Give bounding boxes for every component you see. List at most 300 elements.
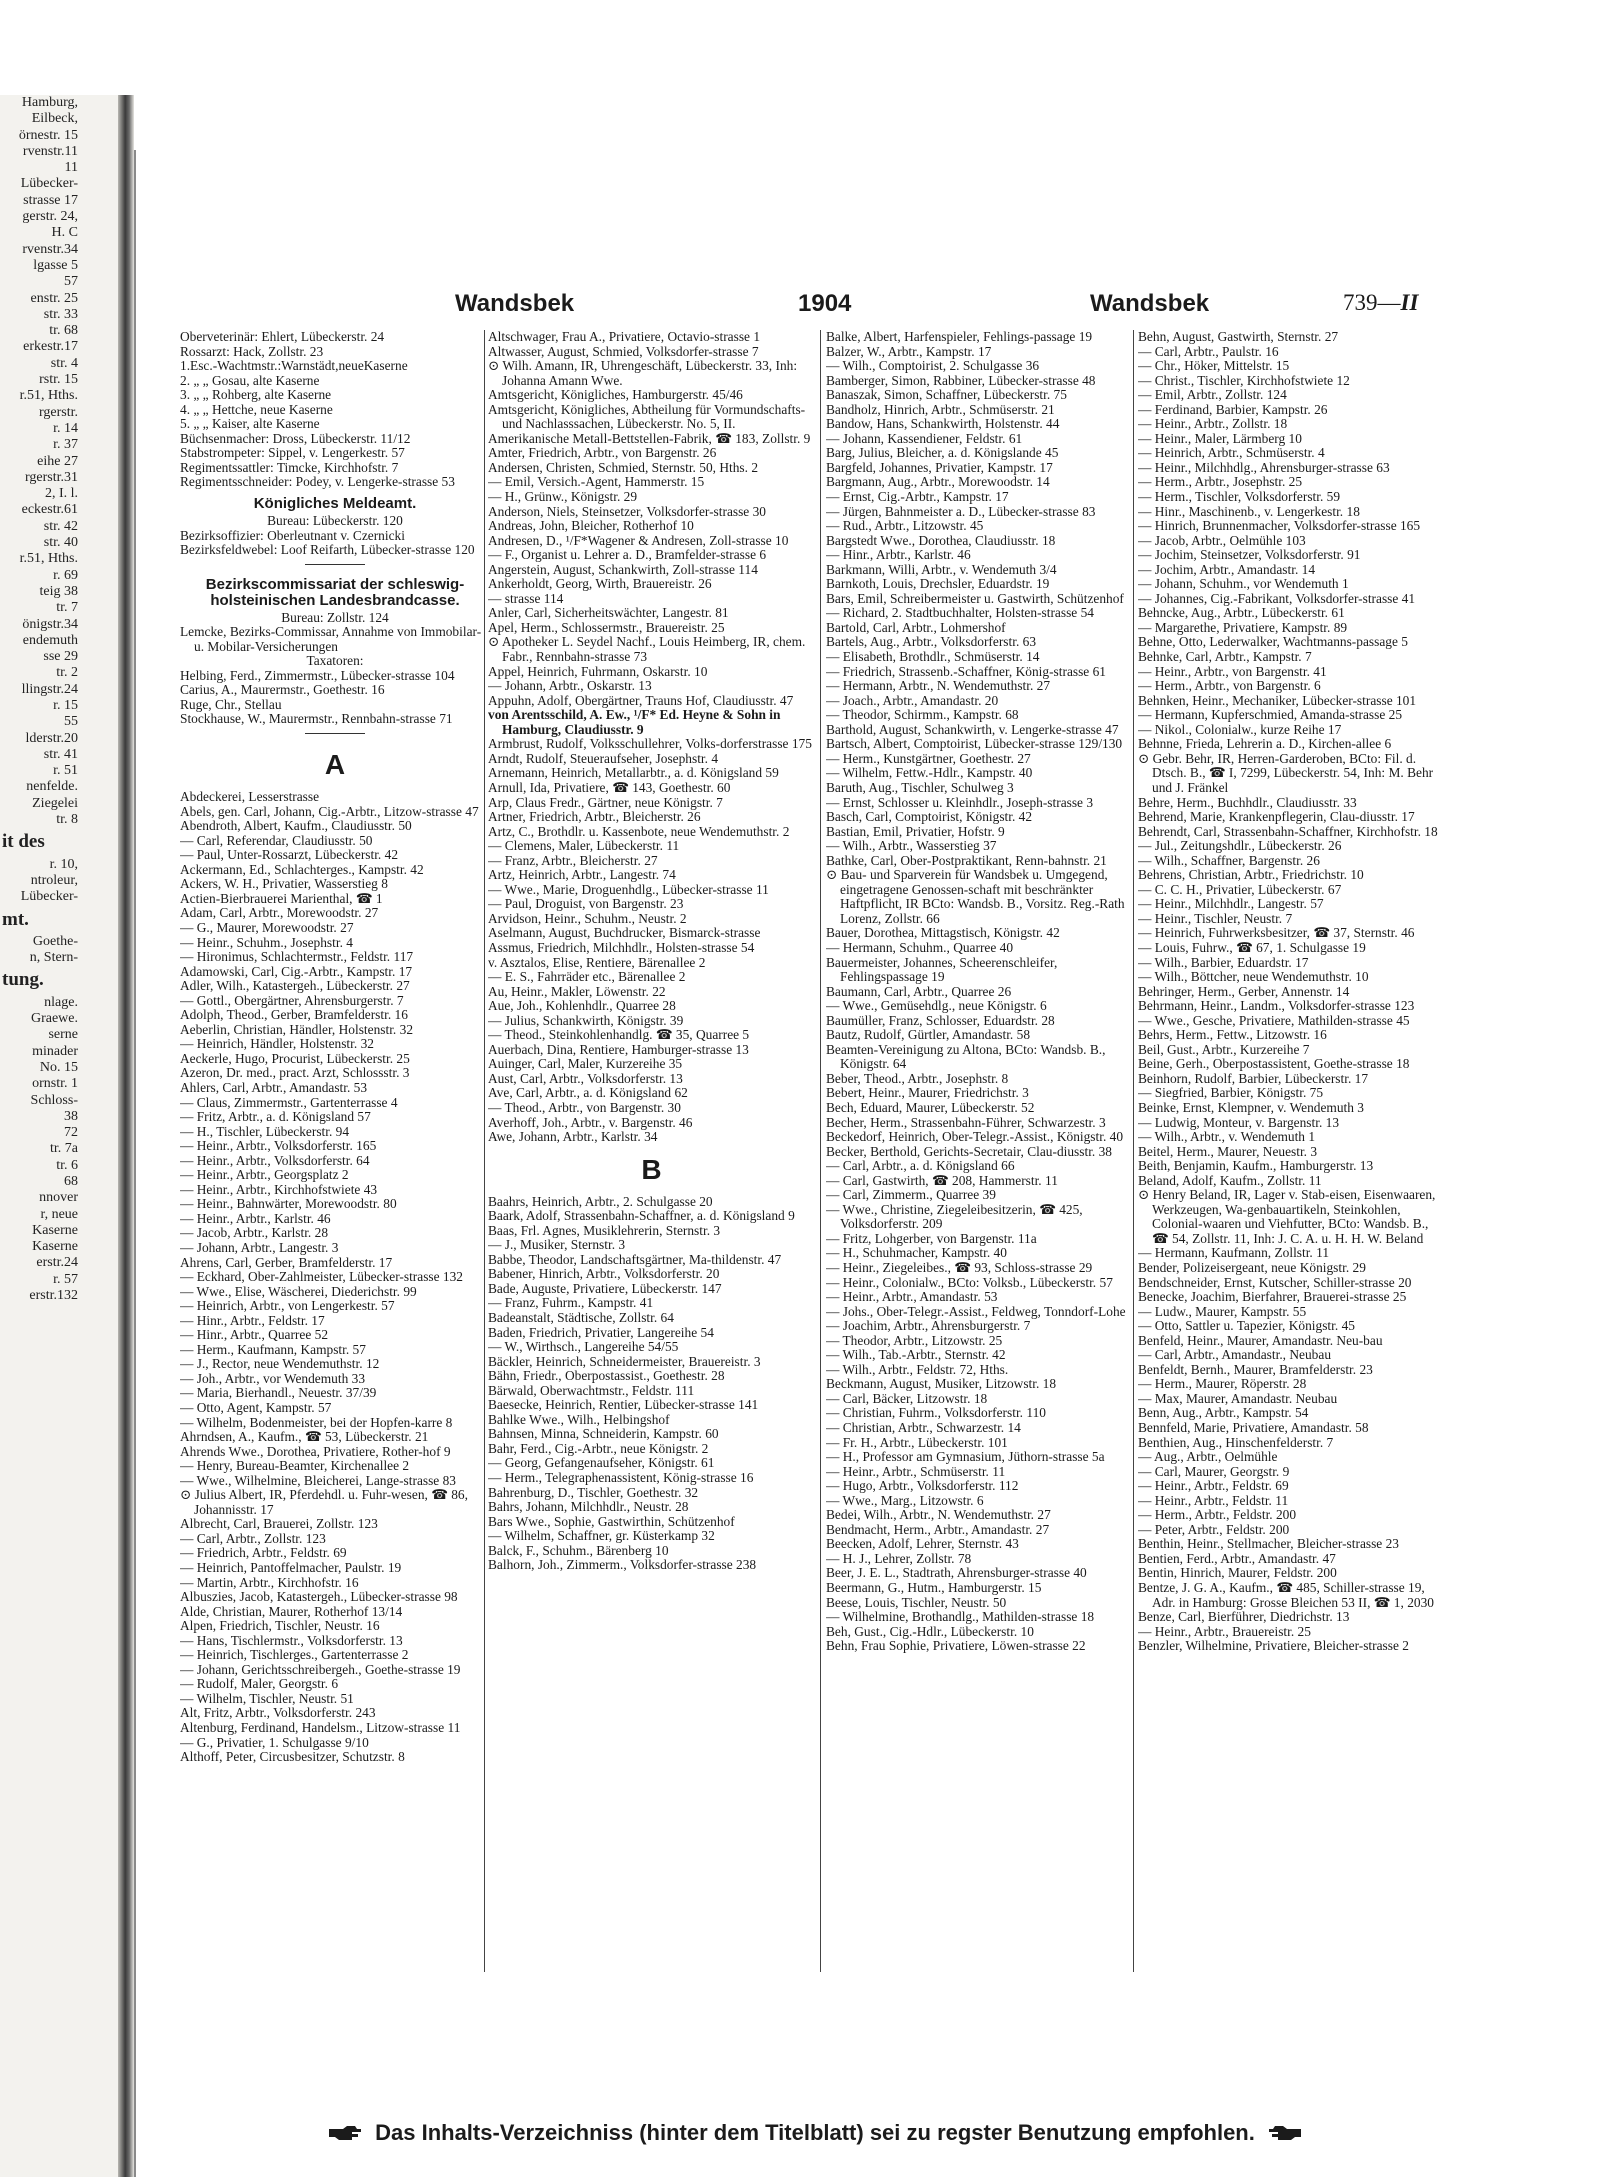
directory-entry: — Wwe., Christine, Ziegeleibesitzerin, ☎ 425, Volksdorferstr. 209 [826, 1201, 1083, 1232]
directory-entry: Baumann, Carl, Arbtr., Quarree 26 [826, 983, 1012, 999]
previous-page-fragment: Kaserne [32, 1239, 78, 1255]
directory-entry: — Johannes, Cig.-Fabrikant, Volksdorfer-strasse 41 [1138, 590, 1416, 606]
directory-entry: Aust, Carl, Arbtr., Volksdorferstr. 13 [488, 1070, 683, 1086]
directory-entry: Appel, Heinrich, Fuhrmann, Oskarstr. 10 [488, 663, 708, 679]
previous-page-fragment: 11 [64, 160, 78, 176]
directory-entry: Altschwager, Frau A., Privatiere, Octavio-strasse 1 [488, 330, 761, 344]
directory-entry: Azeron, Dr. med., pract. Arzt, Schlossstr. 3 [180, 1065, 410, 1081]
directory-entry: — Jacob, Arbtr., Oelmühle 103 [1138, 532, 1306, 548]
directory-entry: — Emil, Arbtr., Zollstr. 124 [1138, 387, 1287, 403]
previous-page-fragment: nlage. [44, 994, 78, 1010]
previous-page-fragment: nenfelde. [26, 779, 78, 795]
directory-entry: — Fritz, Lohgerber, von Bargenstr. 11a [826, 1230, 1037, 1246]
directory-entry: Lemcke, Bezirks-Commissar, Annahme von Immobilar- u. Mobilar-Versicherungen [180, 624, 482, 654]
previous-page-fragment: tr. 68 [49, 323, 78, 339]
directory-entry: — Wwe., Marg., Litzowstr. 6 [826, 1492, 984, 1508]
directory-entry: — Wilh., Comptoirist, 2. Schulgasse 36 [826, 358, 1040, 374]
directory-entry: Benecke, Joachim, Bierfahrer, Brauerei-strasse 25 [1138, 1289, 1407, 1305]
directory-entry: v. Asztalos, Elise, Rentiere, Bärenallee 2 [488, 954, 706, 970]
directory-entry: Becker, Berthold, Gerichts-Secretair, Clau-diusstr. 38 [826, 1143, 1113, 1159]
previous-page-fragment: n, Stern- [29, 950, 78, 966]
previous-page-fragment: gerstr. 24, [22, 209, 78, 225]
directory-entry: Ackers, W. H., Privatier, Wasserstieg 8 [180, 876, 388, 892]
directory-entry: Behn, Frau Sophie, Privatiere, Löwen-strasse 22 [826, 1638, 1086, 1654]
directory-entry: — Emil, Versich.-Agent, Hammerstr. 15 [488, 474, 705, 490]
directory-entry: Basch, Carl, Comptoirist, Königstr. 42 [826, 809, 1033, 825]
footer-text: Das Inhalts-Verzeichniss (hinter dem Titelblatt) sei zu regster Benutzung empfohlen. [375, 2120, 1255, 2145]
book-gutter [118, 95, 134, 2177]
previous-page-fragment: enstr. 25 [30, 290, 78, 306]
directory-entry: Alt, Fritz, Arbtr., Volksdorferstr. 243 [180, 1705, 376, 1721]
directory-entry: Behn, August, Gastwirth, Sternstr. 27 [1138, 330, 1339, 344]
previous-page-fragment: str. 40 [43, 535, 78, 551]
directory-entry: — Joach., Arbtr., Amandastr. 20 [826, 692, 999, 708]
directory-entry: — Ernst, Schlosser u. Kleinhdlr., Joseph-strasse 3 [826, 794, 1094, 810]
directory-entry: Andreas, John, Bleicher, Rotherhof 10 [488, 518, 694, 534]
directory-entry: — Hinr., Arbtr., Feldstr. 17 [180, 1312, 325, 1328]
directory-entry: — Margarethe, Privatiere, Kampstr. 89 [1138, 619, 1348, 635]
section-divider [305, 564, 365, 565]
directory-entry: — J., Musiker, Sternstr. 3 [488, 1237, 626, 1253]
directory-entry: — H., Grünw., Königstr. 29 [488, 489, 638, 505]
directory-entry: — G., Maurer, Morewoodstr. 27 [180, 919, 354, 935]
directory-entry: Albuszies, Jacob, Katastergeh., Lübecker-strasse 98 [180, 1589, 458, 1605]
directory-entry: — Friedrich, Arbtr., Feldstr. 69 [180, 1545, 347, 1561]
directory-entry: — Heinr., Tischler, Neustr. 7 [1138, 910, 1293, 926]
previous-page-fragment: tr. 2 [56, 665, 78, 681]
directory-entry: — strasse 114 [488, 590, 564, 606]
directory-entry: Ahrndsen, A., Kaufm., ☎ 53, Lübeckerstr. 21 [180, 1429, 429, 1445]
previous-page-fragment: llingstr.24 [21, 681, 78, 697]
directory-entry: Baahrs, Heinrich, Arbtr., 2. Schulgasse 20 [488, 1193, 713, 1209]
previous-page-fragment: 2, I. l. [44, 486, 78, 502]
directory-entry: — Heinr., Milchhdlr., Langestr. 57 [1138, 896, 1324, 912]
previous-page-fragment: Hamburg, [21, 95, 78, 110]
directory-entry: Baden, Friedrich, Privatier, Langereihe 54 [488, 1324, 714, 1340]
directory-entry: Regimentssattler: Timcke, Kirchhofstr. 7 [180, 459, 399, 475]
directory-entry: — Theod., Steinkohlenhandlg. ☎ 35, Quarree 5 [488, 1027, 750, 1043]
directory-entry: — Carl, Gastwirth, ☎ 208, Hammerstr. 11 [826, 1172, 1058, 1188]
directory-entry: — Paul, Droguist, von Bargenstr. 23 [488, 896, 684, 912]
directory-entry: Amtsgericht, Königliches, Hamburgerstr. 45/46 [488, 387, 743, 403]
directory-entry: Altenburg, Ferdinand, Handelsm., Litzow-strasse 11 [180, 1720, 461, 1736]
directory-entry: — Johann, Arbtr., Langestr. 3 [180, 1239, 339, 1255]
directory-entry: — Heinr., Arbtr., Feldstr. 11 [1138, 1492, 1289, 1508]
previous-page-fragment: r. 14 [53, 420, 78, 436]
directory-entry: — Heinrich, Tischlerges., Gartenterrasse 2 [180, 1647, 409, 1663]
directory-entry: — Wwe., Wilhelmine, Bleicherei, Lange-strasse 83 [180, 1472, 456, 1488]
directory-entry: — Johann, Gerichtsschreibergeh., Goethe-strasse 19 [180, 1661, 461, 1677]
directory-entry: — Clemens, Maler, Lübeckerstr. 11 [488, 838, 680, 854]
previous-page-fragment: 55 [64, 714, 78, 730]
directory-entry: Amerikanische Metall-Bettstellen-Fabrik, ☎ 183, Zollstr. 9 [488, 430, 811, 446]
directory-entry: — Wilh., Arbtr., Wasserstieg 37 [826, 838, 997, 854]
directory-entry: Artz, Heinrich, Arbtr., Langestr. 74 [488, 867, 676, 883]
section-divider [305, 733, 365, 734]
directory-entry: — Louis, Fuhrw., ☎ 67, 1. Schulgasse 19 [1138, 939, 1366, 955]
directory-entry: — Joh., Arbtr., vor Wendemuth 33 [180, 1370, 366, 1386]
directory-entry: Ackermann, Ed., Schlachterges., Kampstr. 42 [180, 861, 424, 877]
directory-entry: Beinke, Ernst, Klempner, v. Wendemuth 3 [1138, 1099, 1364, 1115]
directory-entry: — Hermann, Kupferschmied, Amanda-strasse 25 [1138, 707, 1403, 723]
directory-entry: Aeckerle, Hugo, Procurist, Lübeckerstr. 25 [180, 1050, 410, 1066]
directory-entry: Bennfeld, Marie, Privatiere, Amandastr. 58 [1138, 1420, 1369, 1436]
directory-entry: — Hinrich, Brunnenmacher, Volksdorfer-strasse 165 [1138, 518, 1421, 534]
footer-notice [260, 2116, 1370, 2150]
directory-entry: Beermann, G., Hutm., Hamburgerstr. 15 [826, 1580, 1042, 1596]
directory-entry: Bartsch, Albert, Comptoirist, Lübecker-strasse 129/130 [826, 736, 1123, 752]
directory-entry: Helbing, Ferd., Zimmermstr., Lübecker-strasse 104 [180, 667, 455, 683]
directory-entry: Bebert, Heinr., Maurer, Friedrichstr. 3 [826, 1085, 1029, 1101]
directory-entry: Barthold, August, Schankwirth, v. Lengerke-strasse 47 [826, 721, 1119, 737]
directory-entry: — Richard, 2. Stadtbuchhalter, Holsten-strasse 54 [826, 605, 1094, 621]
directory-entry: 2. „ „ Gosau, alte Kaserne [180, 372, 320, 388]
directory-entry: Albrecht, Carl, Brauerei, Zollstr. 123 [180, 1516, 378, 1532]
header-right-place: Wandsbek [1090, 290, 1210, 317]
previous-page-fragment: str. 42 [43, 518, 78, 534]
previous-page-fragment: r. 51 [53, 763, 78, 779]
directory-entry: Becher, Herm., Strassenbahn-Führer, Schwarzestr. 3 [826, 1114, 1106, 1130]
directory-entry: — Ferdinand, Barbier, Kampstr. 26 [1138, 401, 1328, 417]
directory-entry: — Wwe., Marie, Droguenhdlg., Lübecker-strasse 11 [488, 881, 769, 897]
previous-page-fragment: r. 37 [53, 437, 78, 453]
previous-page-fragment: r.51, Hths. [19, 551, 78, 567]
directory-entry: — Wilhelmine, Brothandlg., Mathilden-strasse 18 [826, 1609, 1095, 1625]
directory-entry: Behrens, Christian, Arbtr., Friedrichstr. 10 [1138, 867, 1364, 883]
previous-page-fragment: tung. [2, 969, 44, 991]
directory-entry: Abels, gen. Carl, Johann, Cig.-Arbtr., Litzow-strasse 47 [180, 803, 479, 819]
directory-entry: Beber, Theod., Arbtr., Josephstr. 8 [826, 1070, 1009, 1086]
directory-entry: Stockhause, W., Maurermstr., Rennbahn-strasse 71 [180, 711, 453, 727]
directory-entry: Banaszak, Simon, Schaffner, Lübeckerstr. 75 [826, 387, 1067, 403]
previous-page-fragment: r. 57 [53, 1271, 78, 1287]
previous-page-fragment: r.51, Hths. [19, 388, 78, 404]
directory-entry: Artner, Friedrich, Arbtr., Bleicherstr. 26 [488, 809, 701, 825]
directory-entry: Beer, J. E. L., Stadtrath, Ahrensburger-strasse 40 [826, 1565, 1087, 1581]
directory-entry: — Wilhelm, Fettw.-Hdlr., Kampstr. 40 [826, 765, 1033, 781]
directory-entry: — Heinr., Arbtr., Volksdorferstr. 64 [180, 1152, 370, 1168]
directory-entry: Balhorn, Joh., Zimmerm., Volksdorfer-strasse 238 [488, 1557, 757, 1573]
previous-page-fragment: Kaserne [32, 1222, 78, 1238]
section-heading: Königliches Meldeamt. [253, 495, 417, 513]
directory-entry: — Herm., Tischler, Volksdorferstr. 59 [1138, 489, 1341, 505]
directory-entry: — Heinr., Milchhdlg., Ahrensburger-strasse 63 [1138, 459, 1390, 475]
directory-entry: — Carl, Arbtr., Amandastr., Neubau [1138, 1347, 1332, 1363]
directory-entry: — H., Professor am Gymnasium, Jüthorn-strasse 5a [826, 1449, 1105, 1465]
directory-entry: — Herm., Telegraphenassistent, König-strasse 16 [488, 1470, 754, 1486]
directory-entry: Auerbach, Dina, Rentiere, Hamburger-strasse 13 [488, 1041, 749, 1057]
directory-entry: — Fritz, Arbtr., a. d. Königsland 57 [180, 1109, 371, 1125]
directory-entry: Bahlke Wwe., Wilh., Helbingshof [488, 1411, 670, 1427]
previous-page-fragment: rgerstr. [38, 404, 78, 420]
directory-entry: Aue, Joh., Kohlenhdlr., Quarree 28 [488, 998, 676, 1014]
directory-entry: — Heinr., Colonialw., BCto: Volksb., Lübeckerstr. 57 [826, 1274, 1113, 1290]
directory-entry: Bargfeld, Johannes, Privatier, Kampstr. 17 [826, 459, 1053, 475]
directory-entry: — Herm., Kunstgärtner, Goethestr. 27 [826, 750, 1031, 766]
directory-entry: Auinger, Carl, Maler, Kurzereihe 35 [488, 1056, 683, 1072]
section-subline: Taxatoren: [306, 653, 364, 669]
previous-page-fragment: tr. 6 [56, 1157, 78, 1173]
directory-entry: — Hinr., Arbtr., Quarree 52 [180, 1327, 329, 1343]
directory-entry: Beland, Adolf, Kaufm., Zollstr. 11 [1138, 1172, 1322, 1188]
previous-page-fragment: endemuth [22, 632, 78, 648]
directory-entry: Beith, Benjamin, Kaufm., Hamburgerstr. 13 [1138, 1158, 1374, 1174]
directory-entry: Ave, Carl, Arbtr., a. d. Königsland 62 [488, 1085, 688, 1101]
directory-entry: Babener, Hinrich, Arbtr., Volksdorferstr. 20 [488, 1266, 720, 1282]
directory-entry: Beine, Gerh., Oberpostassistent, Goethe-strasse 18 [1138, 1056, 1410, 1072]
directory-entry: Benthin, Heinr., Stellmacher, Bleicher-strasse 23 [1138, 1536, 1399, 1552]
directory-entry: — Heinr., Arbtr., Schmüserstr. 11 [826, 1463, 1006, 1479]
previous-page-fragment: 72 [64, 1125, 78, 1141]
directory-entry: — Georg, Gefangenaufseher, Königstr. 61 [488, 1455, 715, 1471]
directory-entry: Bauer, Dorothea, Mittagstisch, Königstr. 42 [826, 925, 1060, 941]
directory-entry: Arvidson, Heinr., Schuhm., Neustr. 2 [488, 910, 687, 926]
directory-entry: Apel, Herm., Schlossermstr., Brauereistr. 25 [488, 619, 725, 635]
directory-entry: Barnkoth, Louis, Drechsler, Eduardstr. 19 [826, 576, 1050, 592]
directory-entry: Adam, Carl, Arbtr., Morewoodstr. 27 [180, 905, 379, 921]
directory-entry: Bahr, Ferd., Cig.-Arbtr., neue Königstr. 2 [488, 1440, 709, 1456]
previous-page-fragment: 68 [64, 1174, 78, 1189]
directory-entry: Adolph, Theod., Gerber, Bramfelderstr. 16 [180, 1007, 408, 1023]
directory-entry: — Wilh., Arbtr., Feldstr. 72, Hths. [826, 1361, 1009, 1377]
directory-entry: — Hans, Tischlermstr., Volksdorferstr. 13 [180, 1632, 403, 1648]
directory-entry: — Heinr., Arbtr., Karlstr. 46 [180, 1210, 331, 1226]
previous-page-fragment: ntroleur, [30, 872, 78, 888]
directory-entry: Bedei, Wilh., Arbtr., N. Wendemuthstr. 27 [826, 1507, 1051, 1523]
directory-entry: Bech, Eduard, Maurer, Lübeckerstr. 52 [826, 1099, 1035, 1115]
directory-entry: — Johann, Kassendiener, Feldstr. 61 [826, 430, 1023, 446]
directory-entry: — Wilh., Böttcher, neue Wendemuthstr. 10 [1138, 969, 1369, 985]
directory-entry: Bartels, Aug., Arbtr., Volksdorferstr. 63 [826, 634, 1037, 650]
previous-page-fragment: r, neue [40, 1206, 78, 1222]
directory-entry: Ruge, Chr., Stellau [180, 696, 282, 712]
directory-entry: 4. „ „ Hettche, neue Kaserne [180, 401, 333, 417]
directory-entry: 3. „ „ Rohberg, alte Kaserne [180, 387, 332, 403]
directory-entry: Barg, Julius, Bleicher, a. d. Königslande 45 [826, 445, 1059, 461]
directory-entry: Behne, Otto, Lederwalker, Wachtmanns-passage 5 [1138, 634, 1408, 650]
directory-entry: Bezirksoffizier: Oberleutnant v. Czernicki [180, 527, 405, 543]
directory-entry: — Carl, Maurer, Georgstr. 9 [1138, 1463, 1290, 1479]
pointing-hand-icon [1267, 2123, 1303, 2143]
directory-entry: Bathke, Carl, Ober-Postpraktikant, Renn-bahnstr. 21 [826, 852, 1107, 868]
directory-entry: Bamberger, Simon, Rabbiner, Lübecker-strasse 48 [826, 372, 1096, 388]
directory-entry: — Aug., Arbtr., Oelmühle [1138, 1449, 1278, 1465]
directory-entry: Anderson, Niels, Steinsetzer, Volksdorfer-strasse 30 [488, 503, 766, 519]
previous-page-fragment: Lübecker- [20, 889, 78, 905]
directory-entry: Beecken, Adolf, Lehrer, Sternstr. 43 [826, 1536, 1019, 1552]
directory-entry: Ahrens, Carl, Gerber, Bramfelderstr. 17 [180, 1254, 393, 1270]
directory-entry: — Otto, Sattler u. Tapezier, Königstr. 45 [1138, 1318, 1355, 1334]
directory-entry: 1.Esc.-Wachtmstr.:Warnstädt,neueKaserne [180, 358, 408, 374]
directory-entry: — Jochim, Arbtr., Amandastr. 14 [1138, 561, 1316, 577]
directory-entry: Bastian, Emil, Privatier, Hofstr. 9 [826, 823, 1005, 839]
directory-entry: — Christian, Fuhrm., Volksdorferstr. 110 [826, 1405, 1046, 1421]
directory-entry: Benfeldt, Bernh., Maurer, Bramfelderstr. 23 [1138, 1361, 1373, 1377]
directory-entry: Artz, C., Brothdlr. u. Kassenbote, neue Wendemuthstr. 2 [488, 823, 790, 839]
directory-entry: Beinhorn, Rudolf, Barbier, Lübeckerstr. 17 [1138, 1070, 1369, 1086]
directory-entry: — Julius, Schankwirth, Königstr. 39 [488, 1012, 684, 1028]
directory-entry: Beil, Gust., Arbtr., Kurzereihe 7 [1138, 1041, 1310, 1057]
directory-entry: ⊙ Julius Albert, IR, Pferdehdl. u. Fuhr-wesen, ☎ 86, Johannisstr. 17 [180, 1487, 468, 1517]
directory-entry: von Arentsschild, A. Ew., ¹/F* Ed. Heyne & Sohn in Hamburg, Claudiusstr. 9 [488, 707, 781, 737]
previous-page-fragment: it des [2, 831, 45, 853]
directory-entry: — Heinr., Arbtr., Volksdorferstr. 165 [180, 1138, 377, 1154]
directory-entry: Alde, Christian, Maurer, Rotherhof 13/14 [180, 1603, 403, 1619]
directory-entry: — Carl, Referendar, Claudiusstr. 50 [180, 832, 373, 848]
directory-entry: — Hironimus, Schlachtermstr., Feldstr. 117 [180, 949, 414, 965]
page-number-value: 739— [1343, 290, 1401, 315]
directory-entry: — Heinrich, Fuhrwerksbesitzer, ☎ 37, Sternstr. 46 [1138, 925, 1415, 941]
directory-entry: — Wwe., Elise, Wäscherei, Diederichstr. 99 [180, 1283, 417, 1299]
directory-entry: — Herm., Arbtr., von Bargenstr. 6 [1138, 678, 1321, 694]
previous-page-fragment: tr. 7 [56, 600, 78, 616]
directory-entry: Benthien, Aug., Hinschenfelderstr. 7 [1138, 1434, 1334, 1450]
directory-entry: — Max, Maurer, Amandastr. Neubau [1138, 1390, 1338, 1406]
directory-entry: Balke, Albert, Harfenspieler, Fehlings-passage 19 [826, 330, 1093, 344]
directory-entry: — Heinr., Arbtr., Georgsplatz 2 [180, 1167, 349, 1183]
directory-entry: Beh, Gust., Cig.-Hdlr., Lübeckerstr. 10 [826, 1623, 1034, 1639]
directory-entry: — Christian, Arbtr., Schwarzestr. 14 [826, 1420, 1021, 1436]
directory-entry: — J., Rector, neue Wendemuthstr. 12 [180, 1356, 380, 1372]
directory-entry: Anler, Carl, Sicherheitswächter, Langestr. 81 [488, 605, 729, 621]
directory-entry: — H., Schuhmacher, Kampstr. 40 [826, 1245, 1007, 1261]
previous-page-fragment: 38 [64, 1108, 78, 1124]
previous-page-fragment: Graewe. [30, 1011, 78, 1027]
directory-entry: Aselmann, August, Buchdrucker, Bismarck-strasse [488, 925, 761, 941]
section-heading: Bezirkscommissariat der schleswig-holsteinischen Landesbrandcasse. [205, 575, 465, 609]
directory-entry: Behnne, Frieda, Lehrerin a. D., Kirchen-allee 6 [1138, 736, 1392, 752]
directory-entry: — Wilh., Schaffner, Bargenstr. 26 [1138, 852, 1320, 868]
column-divider [820, 330, 821, 1972]
directory-entry: — Johann, Arbtr., Oskarstr. 13 [488, 678, 652, 694]
directory-entry: — Wilhelm, Schaffner, gr. Küsterkamp 32 [488, 1528, 715, 1544]
previous-page-fragment: 57 [64, 274, 78, 290]
directory-entry: — Hinr., Arbtr., Karlstr. 46 [826, 547, 971, 563]
directory-entry: Benze, Carl, Bierführer, Diedrichstr. 13 [1138, 1609, 1350, 1625]
directory-entry: Benn, Aug., Arbtr., Kampstr. 54 [1138, 1405, 1309, 1421]
section-subline: Bureau: Zollstr. 124 [281, 609, 389, 625]
directory-entry: Babbe, Theodor, Landschaftsgärtner, Ma-thildenstr. 47 [488, 1251, 782, 1267]
directory-entry: Arndt, Rudolf, Steueraufseher, Josephstr. 4 [488, 750, 719, 766]
directory-entry: — F., Organist u. Lehrer a. D., Bramfelder-strasse 6 [488, 547, 767, 563]
previous-page-fragment: str. 4 [50, 355, 78, 371]
previous-page-fragment: teig 38 [39, 583, 78, 599]
directory-entry: ⊙ Gebr. Behr, IR, Herren-Garderoben, BCto: Fil. d. Dtsch. B., ☎ I, 7299, Lübeckerstr. 54, Inh: M. Behr und J. Fränkel [1138, 750, 1434, 795]
directory-entry: Au, Heinr., Makler, Löwenstr. 22 [488, 983, 666, 999]
directory-entry: Bargmann, Aug., Arbtr., Morewoodstr. 14 [826, 474, 1050, 490]
directory-entry: Bautz, Rudolf, Gürtler, Amandastr. 58 [826, 1027, 1031, 1043]
directory-entry: Bars, Emil, Schreibermeister u. Gastwirth, Schützenhof [826, 590, 1124, 606]
directory-entry: — Heinr., Arbtr., Amandastr. 53 [826, 1289, 998, 1305]
directory-entry: — Herm., Maurer, Röperstr. 28 [1138, 1376, 1307, 1392]
directory-entry: Bauermeister, Johannes, Scheerenschleifer, Fehlingspassage 19 [826, 954, 1058, 985]
previous-page-fragment: nnover [39, 1190, 78, 1206]
directory-entry: Bäckler, Heinrich, Schneidermeister, Brauereistr. 3 [488, 1353, 761, 1369]
directory-entry: — Ernst, Cig.-Arbtr., Kampstr. 17 [826, 489, 1009, 505]
directory-entry: — Heinr., Maler, Lärmberg 10 [1138, 430, 1302, 446]
directory-entry: — Herm., Kaufmann, Kampstr. 57 [180, 1341, 366, 1357]
previous-page-fragment: ornstr. 1 [32, 1076, 78, 1092]
directory-entry: Baas, Frl. Agnes, Musiklehrerin, Sternstr. 3 [488, 1222, 721, 1238]
directory-entry: — Siegfried, Barbier, Königstr. 75 [1138, 1085, 1324, 1101]
directory-entry: Althoff, Peter, Circusbesitzer, Schutzstr. 8 [180, 1749, 405, 1765]
directory-entry: — Claus, Zimmermstr., Gartenterrasse 4 [180, 1094, 398, 1110]
directory-entry: — Christ., Tischler, Kirchhofstwiete 12 [1138, 372, 1350, 388]
directory-entry: — Herm., Arbtr., Feldstr. 200 [1138, 1507, 1297, 1523]
previous-page-fragment: örnestr. 15 [18, 127, 78, 143]
directory-entry: — Henry, Bureau-Beamter, Kirchenallee 2 [180, 1458, 410, 1474]
directory-entry: Baark, Adolf, Strassenbahn-Schaffner, a. d. Königsland 9 [488, 1208, 795, 1224]
directory-entry: — Fr. H., Arbtr., Lübeckerstr. 101 [826, 1434, 1008, 1450]
column-divider [1133, 330, 1134, 1972]
previous-page-fragment: rstr. 15 [39, 372, 78, 388]
directory-entry: Barkmann, Willi, Arbtr., v. Wendemuth 3/4 [826, 561, 1057, 577]
directory-entry: Badeanstalt, Städtische, Zollstr. 64 [488, 1310, 674, 1325]
directory-entry: — Wilhelm, Tischler, Neustr. 51 [180, 1690, 354, 1706]
previous-page-fragment: Lübecker- [20, 176, 78, 192]
directory-entry: Andersen, Christen, Schmied, Sternstr. 50, Hths. 2 [488, 459, 759, 475]
directory-entry: Arp, Claus Fredr., Gärtner, neue Königstr. 7 [488, 794, 723, 810]
directory-entry: — W., Wirthsch., Langereihe 54/55 [488, 1339, 679, 1355]
directory-entry: — Eckhard, Ober-Zahlmeister, Lübecker-strasse 132 [180, 1269, 463, 1285]
previous-page-fragment: r. 10, [49, 856, 78, 872]
directory-column-2 [488, 330, 815, 1972]
directory-entry: Bentin, Hinrich, Maurer, Feldstr. 200 [1138, 1565, 1337, 1581]
directory-entry: — Nikol., Colonialw., kurze Reihe 17 [1138, 721, 1342, 737]
directory-entry: Bähn, Friedr., Oberpostassist., Goethestr. 28 [488, 1368, 725, 1384]
directory-entry: — Heinr., Schuhm., Josephstr. 4 [180, 934, 353, 950]
directory-entry: Behncke, Aug., Arbtr., Lübeckerstr. 61 [1138, 605, 1345, 621]
directory-entry: Ahrends Wwe., Dorothea, Privatiere, Rother-hof 9 [180, 1443, 451, 1459]
directory-entry: Adler, Wilh., Katastergeh., Lübeckerstr. 27 [180, 978, 410, 994]
directory-entry: Amter, Friedrich, Arbtr., von Bargenstr. 26 [488, 445, 717, 461]
directory-entry: — Paul, Unter-Rossarzt, Lübeckerstr. 42 [180, 847, 399, 863]
directory-entry: Behrend, Marie, Krankenpflegerin, Clau-diusstr. 17 [1138, 809, 1415, 825]
directory-entry: — Heinrich, Händler, Holstenstr. 32 [180, 1036, 374, 1052]
directory-entry: Benfeld, Heinr., Maurer, Amandastr. Neu-bau [1138, 1332, 1383, 1348]
directory-entry: Behrs, Herm., Fettw., Litzowstr. 16 [1138, 1027, 1327, 1043]
directory-entry: — Joachim, Arbtr., Ahrensburgerstr. 7 [826, 1318, 1031, 1334]
directory-entry: — Wilh., Tab.-Arbtr., Sternstr. 42 [826, 1347, 1006, 1363]
previous-page-fragment: str. 41 [43, 746, 78, 762]
previous-page-fragment: r. 69 [53, 567, 78, 583]
directory-entry: — Elisabeth, Brothdlr., Schmüserstr. 14 [826, 649, 1040, 665]
directory-entry: Adamowski, Carl, Cig.-Arbtr., Kampstr. 17 [180, 963, 413, 979]
directory-entry: Bargstedt Wwe., Dorothea, Claudiusstr. 18 [826, 532, 1056, 548]
directory-entry: Behre, Herm., Buchhdlr., Claudiusstr. 33 [1138, 794, 1357, 810]
alphabet-letter-heading: A [324, 749, 346, 781]
previous-page-fragment: Goethe- [32, 933, 78, 949]
directory-entry: Abendroth, Albert, Kaufm., Claudiusstr. 50 [180, 818, 412, 834]
directory-entry: ⊙ Bau- und Sparverein für Wandsbek u. Umgegend, eingetragene Genossen-schaft mit beschränkter Haftpflicht, IR BCto: Wandsb. B., Vorsitz. Reg.-Rath Lorenz, Zollstr. 66 [826, 867, 1125, 926]
directory-entry: Balzer, W., Arbtr., Kampstr. 17 [826, 343, 992, 359]
directory-entry: Abdeckerei, Lesserstrasse [180, 789, 320, 805]
directory-entry: Bezirksfeldwebel: Loof Reifarth, Lübecker-strasse 120 [180, 542, 475, 558]
directory-entry: — Theod., Arbtr., von Bargenstr. 30 [488, 1099, 681, 1115]
directory-entry: Balck, F., Schuhm., Bärenberg 10 [488, 1542, 669, 1558]
directory-entry: Behnken, Heinr., Mechaniker, Lübecker-strasse 101 [1138, 692, 1417, 708]
directory-entry: — Heinrich, Pantoffelmacher, Paulstr. 19 [180, 1560, 402, 1576]
directory-entry: — C. C. H., Privatier, Lübeckerstr. 67 [1138, 881, 1342, 897]
directory-entry: — Ludw., Maurer, Kampstr. 55 [1138, 1303, 1307, 1319]
directory-entry: — Carl, Arbtr., Paulstr. 16 [1138, 343, 1279, 359]
previous-page-fragment: Schloss- [30, 1092, 78, 1108]
directory-entry: Behnke, Carl, Arbtr., Kampstr. 7 [1138, 649, 1312, 665]
directory-entry: — Wilh., Arbtr., v. Wendemuth 1 [1138, 1129, 1316, 1145]
directory-entry: — H., Tischler, Lübeckerstr. 94 [180, 1123, 350, 1139]
previous-page-fragment: H. C [51, 225, 78, 241]
directory-entry: Beckedorf, Heinrich, Ober-Telegr.-Assist., Königstr. 40 [826, 1129, 1124, 1145]
